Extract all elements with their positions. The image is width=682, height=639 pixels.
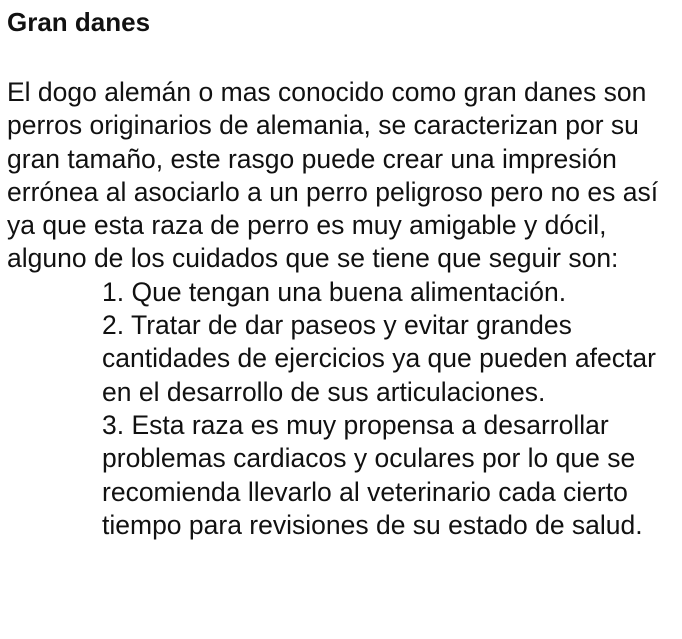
- list-item: 1. Que tengan una buena alimentación.: [102, 276, 567, 307]
- care-list: [7, 276, 675, 542]
- intro-paragraph: El dogo alemán o mas conocido como gran danes son perros originarios de alemania, se caracterizan por su gran tamaño, este rasgo puede crear una impresión errónea al asociarlo a un perro peligroso pero no es así ya que esta raza de perro es muy amigable y dócil, alguno de los cuidados que se tiene que seguir son:: [7, 77, 659, 274]
- document-title: Gran danes: [7, 7, 151, 37]
- document-body: [7, 0, 675, 542]
- list-item: 3. Esta raza es muy propensa a desarrollar problemas cardiacos y oculares por lo que se recomienda llevarlo al veterinario cada cierto tiempo para revisiones de su estado de salud.: [102, 409, 643, 540]
- list-item: 2. Tratar de dar paseos y evitar grandes cantidades de ejercicios ya que pueden afectar en el desarrollo de sus articulaciones.: [102, 310, 656, 407]
